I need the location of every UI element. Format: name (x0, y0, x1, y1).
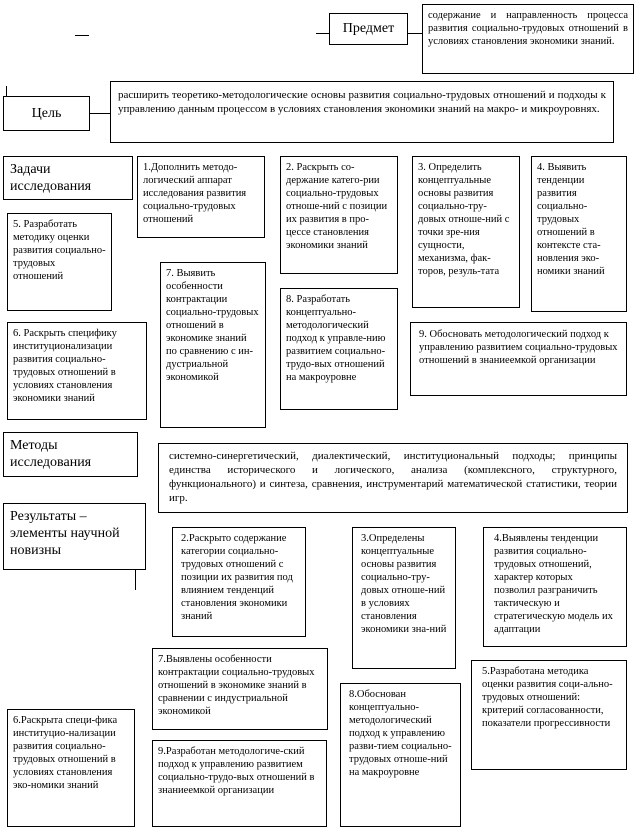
task-item-5: 5. Разработать методику оценки развития социально-трудовых отношений (7, 213, 112, 311)
task-item-4: 4. Выявить тенденции развития социально-трудовых отношений в контексте ста-новления эко-номики знаний (531, 156, 627, 312)
task-item-6: 6. Раскрыть специфику институционализации развития социально-трудовых отношений в условиях становления экономики знаний (7, 322, 147, 420)
result-item-3: 3.Определены концептуальные основы развития социально-тру-довых отноше-ний в условиях становления экономики зна-ний (352, 527, 456, 669)
result-item-4: 4.Выявлены тенденции развития социально-трудовых отношений, характер которых позволил разграничить тактическую и стратегическую модель их адаптации (483, 527, 627, 647)
result-item-6: 6.Раскрыта специ-фика институцио-нализации развития социально-трудовых отношений в условиях становления эко-номики знаний (7, 709, 135, 827)
result-item-9: 9.Разработан методологиче-ский подход к управлению развитием социально-трудо-вых отношений в знаниеемкой организации (152, 740, 327, 827)
tasks-label: Задачи исследования (3, 156, 133, 200)
results-label: Результаты – элементы научной новизны (3, 503, 146, 570)
result-item-8: 8.Обоснован концептуально-методологический подход к управлению разви-тием социально-трудовых отноше-ний на макроуровне (340, 683, 461, 827)
task-item-2: 2. Раскрыть со-держание катего-рии социально-трудовых отноше-ний с позиции их развития в про-цессе становления экономики знаний (280, 156, 398, 274)
methods-label: Методы исследования (3, 432, 138, 477)
result-item-7: 7.Выявлены особенности контрактации социально-трудовых отношений в экономике знаний в сравнении с индустриальной экономикой (152, 648, 328, 730)
goal-label: Цель (3, 96, 90, 131)
task-item-7: 7. Выявить особенности контрактации социально-трудовых отношений в экономике знаний по сравнению с ин-дустриальной экономикой (160, 262, 266, 428)
result-item-5: 5.Разработана методика оценки развития соци-ально-трудовых отношений: критерий согласованности, показатели прогрессивности (471, 660, 627, 770)
goal-text: расширить теоретико-методологические основы развития социально-трудовых отношений и подходы к управлению данным процессом в условиях становления экономики знаний на макро- и микроуровнях. (110, 81, 614, 143)
methods-text: системно-синергетический, диалектический, институциональный подходы; принципы единства исторического и логического, анализа (комплексного, структурного, функционального) и синтеза, сравнения, инструментарий математической статистики, теории игр. (158, 443, 628, 513)
task-item-3: 3. Определить концептуальные основы развития социально-тру-довых отноше-ний с точки зре-ния сущности, механизма, фак-торов, резуль-тата (412, 156, 520, 308)
task-item-8: 8. Разработать концептуально-методологический подход к управле-нию развитием социально-трудо-вых отношений на макроуровне (280, 288, 398, 410)
connector-line (75, 35, 89, 36)
connector-line (90, 113, 110, 114)
connector-line (135, 570, 136, 590)
connector-line (407, 33, 423, 34)
subject-text: содержание и направленность процесса развития социально-трудовых отношений в условиях становления экономики знаний. (422, 4, 634, 74)
connector-line (316, 33, 330, 34)
task-item-1: 1.Дополнить методо-логический аппарат исследования развития социально-трудовых отношений (137, 156, 265, 238)
subject-label: Предмет (329, 13, 408, 45)
task-item-9: 9. Обосновать методологический подход к управлению развитием социально-трудовых отношений в знаниеемкой организации (410, 322, 627, 396)
result-item-2: 2.Раскрыто содержание категории социально-трудовых отношений с позиции их развития под влиянием тенденций становления экономики знаний (172, 527, 306, 637)
